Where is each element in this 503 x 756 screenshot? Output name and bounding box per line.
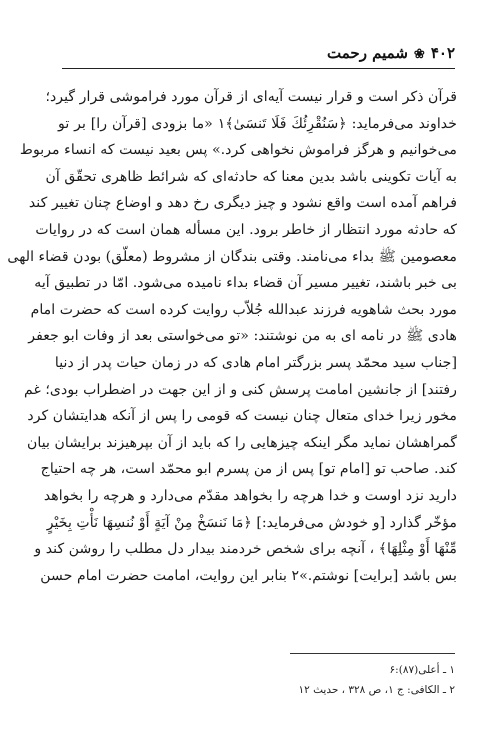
body-line: دارید نزد اوست و خدا هرچه را بخواهد مقدّم می‌دارد و هرچه را بخواهد [43, 487, 457, 504]
body-line: معصومین ﷺ بداء می‌نامند. وقتی بندگان از مشروط (معلّق) بودن قضاء الهی [7, 248, 457, 265]
header-rule [62, 68, 455, 69]
body-line: گمراهشان نماید مگر اینکه چیزهایی را که باید از آن بپرهیزند برایشان بیان [27, 434, 457, 451]
body-line: مؤخّر گذارد [و خودش می‌فرماید:] ﴿مَا نَنسَخْ مِنْ آيَةٍ أَوْ نُنسِهَا نَأْتِ بِخَيْرٍ [46, 514, 457, 531]
book-title: شمیم رحمت [327, 44, 408, 62]
body-line: بس باشد [برایت] نوشتم.»۲ بنابر این روایت، امامت حضرت امام حسن [40, 567, 457, 584]
body-line: می‌خوانیم و هرگز فراموش نخواهی کرد.» پس بعید نیست که انساء مربوط [19, 142, 457, 159]
body-line: کند. صاحب تو [امام تو] پس از من پسرم ابو محمّد است، هر چه احتیاج [40, 461, 457, 478]
body-line: خداوند می‌فرماید: ﴿سَنُقْرِئُكَ فَلَا تَنسَىٰ﴾۱ «ما بزودی [قرآن را] بر تو [58, 115, 457, 132]
ornament-icon: ❀ [413, 47, 425, 62]
body-line: به آیات تکوینی باشد بدین معنا که حادثه‌ای که شرائط ظاهری تحقّق آن [45, 168, 457, 185]
body-line: مِّنْهَا أَوْ مِثْلِهَا﴾ ، آنچه برای شخص خردمند بیدار دل مطلب را روشن کند و [34, 541, 457, 558]
footnote: ۲ ـ الکافی: ج ۱، ص ۳۲۸ ، حدیث ۱۲ [298, 684, 455, 696]
running-header [62, 44, 455, 62]
footnotes [150, 660, 455, 700]
page-number: ۴۰۲ [430, 44, 455, 62]
body-text [7, 84, 457, 589]
body-line: رفتند] از جانشین امامت پرسش کنی و از این جهت در اضطراب بودی؛ غم [24, 381, 457, 398]
body-line: هادی ﷺ در نامه ای به من نوشتند: «تو می‌خواستی بعد از وفات ابو جعفر [28, 328, 457, 345]
footnote-rule [290, 653, 455, 654]
body-line: مخور زیرا خدای متعال چنان نیست که قومی را پس از آنکه هدایتشان کرد [27, 408, 457, 425]
footnote: ۱ ـ أعلی(۸۷):۶ [389, 664, 455, 676]
body-line: مورد بحث شاهویه فرزند عبدالله جُلاّب روایت کرده است که حضرت امام [30, 301, 457, 318]
body-line: [جناب سید محمّد پسر بزرگتر امام هادی که در زمان حیات پدر از دنیا [54, 354, 457, 371]
body-line: بی خبر باشند، تغییر مسیر آن قضاء بداء نامیده می‌شود. امّا در تطبیق آیه [34, 275, 457, 292]
body-line: قرآن ذکر است و قرار نیست آیه‌ای از قرآن مورد فراموشی قرار گیرد؛ [45, 89, 457, 105]
body-line: فراهم آمده است واقع نشود و چیز دیگری رخ دهد و اوضاع چنان تغییر کند [28, 195, 457, 212]
body-line: که حادثه مورد انتظار از خاطر برود. این مسأله همان است که در روایات [35, 221, 457, 238]
